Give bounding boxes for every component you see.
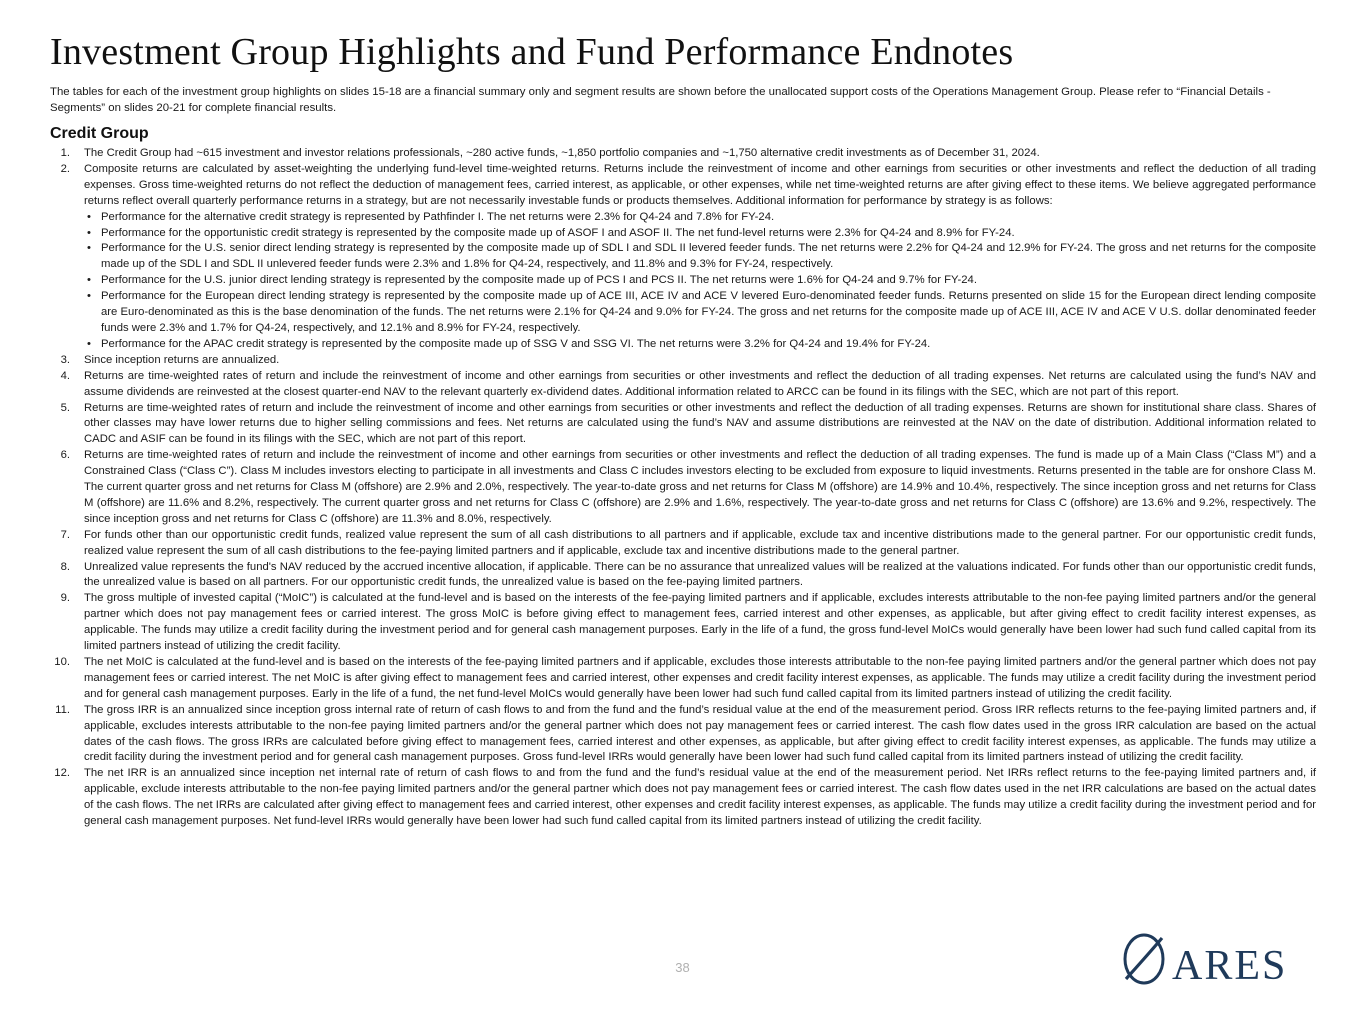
bullet-icon: • — [87, 274, 91, 287]
endnote-text: Since inception returns are annualized. — [84, 353, 280, 366]
endnote-text: The net IRR is an annualized since inception net internal rate of return of cash flows to and from the fund and the fund’s residual value at the end of the measurement period. Net IRRs reflect returns to the fee-paying limited partners and, if applicable, exclude interests attributable to the non-fee paying limited partners and/or the general partner which does not pay management fees or carried interest. The cash flow dates used in the net IRR calculations are based on the actual dates of the cash flows. The net IRRs are calculated after giving effect to management fees and carried interest, other expenses and credit facility interest expenses, as applicable. The funds may utilize a credit facility during the investment period and for general cash management purposes. Net fund-level IRRs would generally have been lower had such fund called capital from its limited partners instead of utilizing the credit facility. — [84, 767, 1316, 828]
endnote-number: 8. — [60, 560, 70, 573]
endnote-number: 4. — [60, 369, 70, 382]
strategy-bullet-list — [84, 210, 1316, 353]
endnote-item — [50, 162, 1316, 353]
endnotes-list — [50, 146, 1316, 830]
endnote-number: 10. — [54, 656, 70, 668]
bullet-icon: • — [87, 226, 91, 239]
endnote-text: Returns are time-weighted rates of return and include the reinvestment of income and other earnings from securities or other investments and reflect the deduction of all trading expenses. Net returns are calculated using the fund’s NAV and assume dividends are reinvested at the closest quarter-end NAV to the relevant quarterly ex-dividend dates. Additional information related to ARCC can be found in its filings with the SEC, which are not part of this report. — [84, 369, 1316, 398]
bullet-text: Performance for the alternative credit strategy is represented by Pathfinder I. The net returns were 2.3% for Q4-24 and 7.8% for FY-24. — [101, 210, 775, 223]
endnote-text: The Credit Group had ~615 investment and investor relations professionals, ~280 active funds, ~1,850 portfolio companies and ~1,750 alternative credit investments as of December 31, 2024. — [84, 147, 1040, 159]
intro-paragraph: The tables for each of the investment group highlights on slides 15-18 are a financial summary only and segment results are shown before the unallocated support costs of the Operations Management Group. Please refer to “Financial Details - Segments” on slides 20-21 for complete financial results. — [50, 86, 1271, 114]
endnote-number: 1. — [60, 147, 70, 159]
endnote-text: The gross IRR is an annualized since inception gross internal rate of return of cash flows to and from the fund and the fund’s residual value at the end of the measurement period. Gross IRR reflects returns to the fee-paying limited partners and, if applicable, excludes interests attributable to the non-fee paying limited partners and/or the general partner which does not pay management fees or carried interest. The cash flow dates used in the gross IRR calculation are based on the actual dates of the cash flows. The gross IRRs are calculated before giving effect to management fees, carried interest and other expenses, as applicable, but after giving effect to credit facility interest expenses, as applicable. The funds may utilize a credit facility during the investment period and for general cash management purposes. Gross fund-level IRRs would generally have been lower had such fund called capital from its limited partners instead of utilizing the credit facility. — [84, 703, 1316, 764]
bullet-icon: • — [87, 337, 91, 350]
bullet-text: Performance for the APAC credit strategy is represented by the composite made up of SSG V and SSG VI. The net returns were 3.2% for Q4-24 and 19.4% for FY-24. — [101, 337, 931, 350]
endnote-item — [50, 369, 1316, 401]
bullet-text: Performance for the opportunistic credit strategy is represented by the composite made up of ASOF I and ASOF II. The net fund-level returns were 2.3% for Q4-24 and 8.9% for FY-24. — [101, 226, 1015, 239]
endnote-text: The net MoIC is calculated at the fund-level and is based on the interests of the fee-paying limited partners and if applicable, excludes those interests attributable to the non-fee paying limited partners and/or the general partner which does not pay management fees or carried interest. The net MoIC is after giving effect to management fees and carried interest, other expenses and credit facility interest expenses, as applicable. The funds may utilize a credit facility during the investment period and for general cash management purposes. Early in the life of a fund, the net fund-level MoICs would generally have been lower had such fund called capital from its limited partners instead of utilizing the credit facility. — [84, 656, 1316, 700]
bullet-icon: • — [87, 290, 91, 303]
ares-emblem-icon — [1125, 935, 1163, 983]
logo-wordmark: ARES — [1172, 943, 1288, 988]
endnote-item — [50, 655, 1316, 703]
bullet-icon: • — [87, 210, 91, 223]
bullet-text: Performance for the U.S. junior direct lending strategy is represented by the composite made up of PCS I and PCS II. The net returns were 1.6% for Q4-24 and 9.7% for FY-24. — [101, 274, 977, 287]
strategy-bullet — [84, 273, 1316, 289]
strategy-bullet — [84, 226, 1316, 242]
page-number: 38 — [675, 960, 690, 975]
endnote-item — [50, 146, 1316, 162]
strategy-bullet — [84, 337, 1316, 353]
endnote-item — [50, 528, 1316, 560]
endnote-number: 6. — [60, 449, 70, 462]
ares-logo — [1118, 930, 1304, 988]
endnote-item — [50, 448, 1316, 528]
page-title: Investment Group Highlights and Fund Performance Endnotes — [50, 31, 1014, 73]
endnote-number: 11. — [55, 703, 70, 716]
strategy-bullet — [84, 289, 1316, 337]
endnote-item — [50, 766, 1316, 830]
strategy-bullet — [84, 210, 1316, 226]
endnote-number: 2. — [60, 162, 70, 175]
endnote-item — [50, 591, 1316, 655]
endnote-item — [50, 353, 1316, 369]
strategy-bullet — [84, 241, 1316, 273]
section-heading: Credit Group — [50, 125, 149, 142]
endnote-number: 3. — [60, 353, 70, 366]
endnote-number: 7. — [60, 528, 70, 541]
bullet-text: Performance for the European direct lending strategy is represented by the composite made up of ACE III, ACE IV and ACE V levered Euro-denominated feeder funds. Returns presented on slide 15 for the European direct lending composite are Euro-denominated as this is the base denomination of the funds. The net returns were 2.1% for Q4-24 and 9.0% for FY-24. The gross and net returns for the composite made up of ACE III, ACE IV and ACE V U.S. dollar denominated feeder funds were 2.3% and 1.7% for Q4-24, respectively, and 12.1% and 8.9% for FY-24, respectively. — [101, 290, 1316, 334]
endnote-number: 12. — [54, 767, 70, 780]
endnote-number: 9. — [60, 592, 70, 605]
endnote-text: Returns are time-weighted rates of return and include the reinvestment of income and other earnings from securities or other investments and reflect the deduction of all trading expenses. Returns are shown for institutional share class. Shares of other classes may have lower returns due to higher selling commissions and fees. Net returns are calculated using the fund’s NAV and assume distributions are reinvested at the NAV on the date of distribution. Additional information related to CADC and ASIF can be found in its filings with the SEC, which are not part of this report. — [84, 401, 1316, 446]
bullet-icon: • — [87, 242, 91, 255]
endnote-item — [50, 703, 1316, 767]
endnote-text: For funds other than our opportunistic credit funds, realized value represent the sum of all cash distributions to all partners and if applicable, exclude tax and incentive distributions made to the general partner. For our opportunistic credit funds, realized value represent the sum of all cash distributions to the fee-paying limited partners and if applicable, exclude tax and incentive distributions made to the general partner. — [84, 528, 1316, 557]
bullet-text: Performance for the U.S. senior direct lending strategy is represented by the composite made up of SDL I and SDL II levered feeder funds. The net returns were 2.2% for Q4-24 and 12.9% for FY-24. The gross and net returns for the composite made up of the SDL I and SDL II unlevered feeder funds were 2.3% and 1.8% for Q4-24, respectively, and 11.8% and 9.3% for FY-24, respectively. — [101, 242, 1316, 271]
endnote-text: Returns are time-weighted rates of return and include the reinvestment of income and other earnings from securities or other investments and reflect the deduction of all trading expenses. The fund is made up of a Main Class (“Class M”) and a Constrained Class (“Class C”). Class M includes investors electing to participate in all investments and Class C includes investors electing to be excluded from exposure to liquid investments. Returns presented in the table are for onshore Class M. The current quarter gross and net returns for Class M (offshore) are 2.9% and 2.0%, respectively. The year-to-date gross and net returns for Class M (offshore) are 14.9% and 10.4%, respectively. The since inception gross and net returns for Class M (offshore) are 11.6% and 8.2%, respectively. The current quarter gross and net returns for Class C (offshore) are 2.9% and 1.6%, respectively. The year-to-date gross and net returns for Class C (offshore) are 13.6% and 9.2%, respectively. The since inception gross and net returns for Class C (offshore) are 11.3% and 8.0%, respectively. — [84, 449, 1316, 525]
slide-page — [50, 30, 1316, 830]
endnote-number: 5. — [60, 401, 70, 414]
endnote-text: The gross multiple of invested capital (“MoIC”) is calculated at the fund-level and is based on the interests of the fee-paying limited partners and if applicable, excludes interests attributable to the non-fee paying limited partners and/or the general partner which does not pay management fees or carried interest. The gross MoIC is before giving effect to management fees, carried interest and other expenses, as applicable, but after giving effect to credit facility interest expenses, as applicable. The funds may utilize a credit facility during the investment period and for general cash management purposes. Early in the life of a fund, the gross fund-level MoICs would generally have been lower had such fund called capital from its limited partners instead of utilizing the credit facility. — [84, 592, 1316, 653]
endnote-item — [50, 401, 1316, 449]
endnote-item — [50, 560, 1316, 592]
endnote-text: Unrealized value represents the fund's NAV reduced by the accrued incentive allocation, if applicable. There can be no assurance that unrealized values will be realized at the valuations indicated. For funds other than our opportunistic credit funds, the unrealized value is based on all partners. For our opportunistic credit funds, the unrealized value is based on the fee-paying limited partners. — [84, 560, 1316, 589]
endnote-text: Composite returns are calculated by asset-weighting the underlying fund-level time-weighted returns. Returns include the reinvestment of income and other earnings from securities or other investments and reflect the deduction of all trading expenses. Gross time-weighted returns do not reflect the deduction of management fees, carried interest, as applicable, or other expenses, while net time-weighted returns are after giving effect to these items. We believe aggregated performance returns reflect overall quarterly performance returns in a strategy, but are not necessarily investable funds or products themselves. Additional information for performance by strategy is as follows: — [84, 162, 1316, 207]
